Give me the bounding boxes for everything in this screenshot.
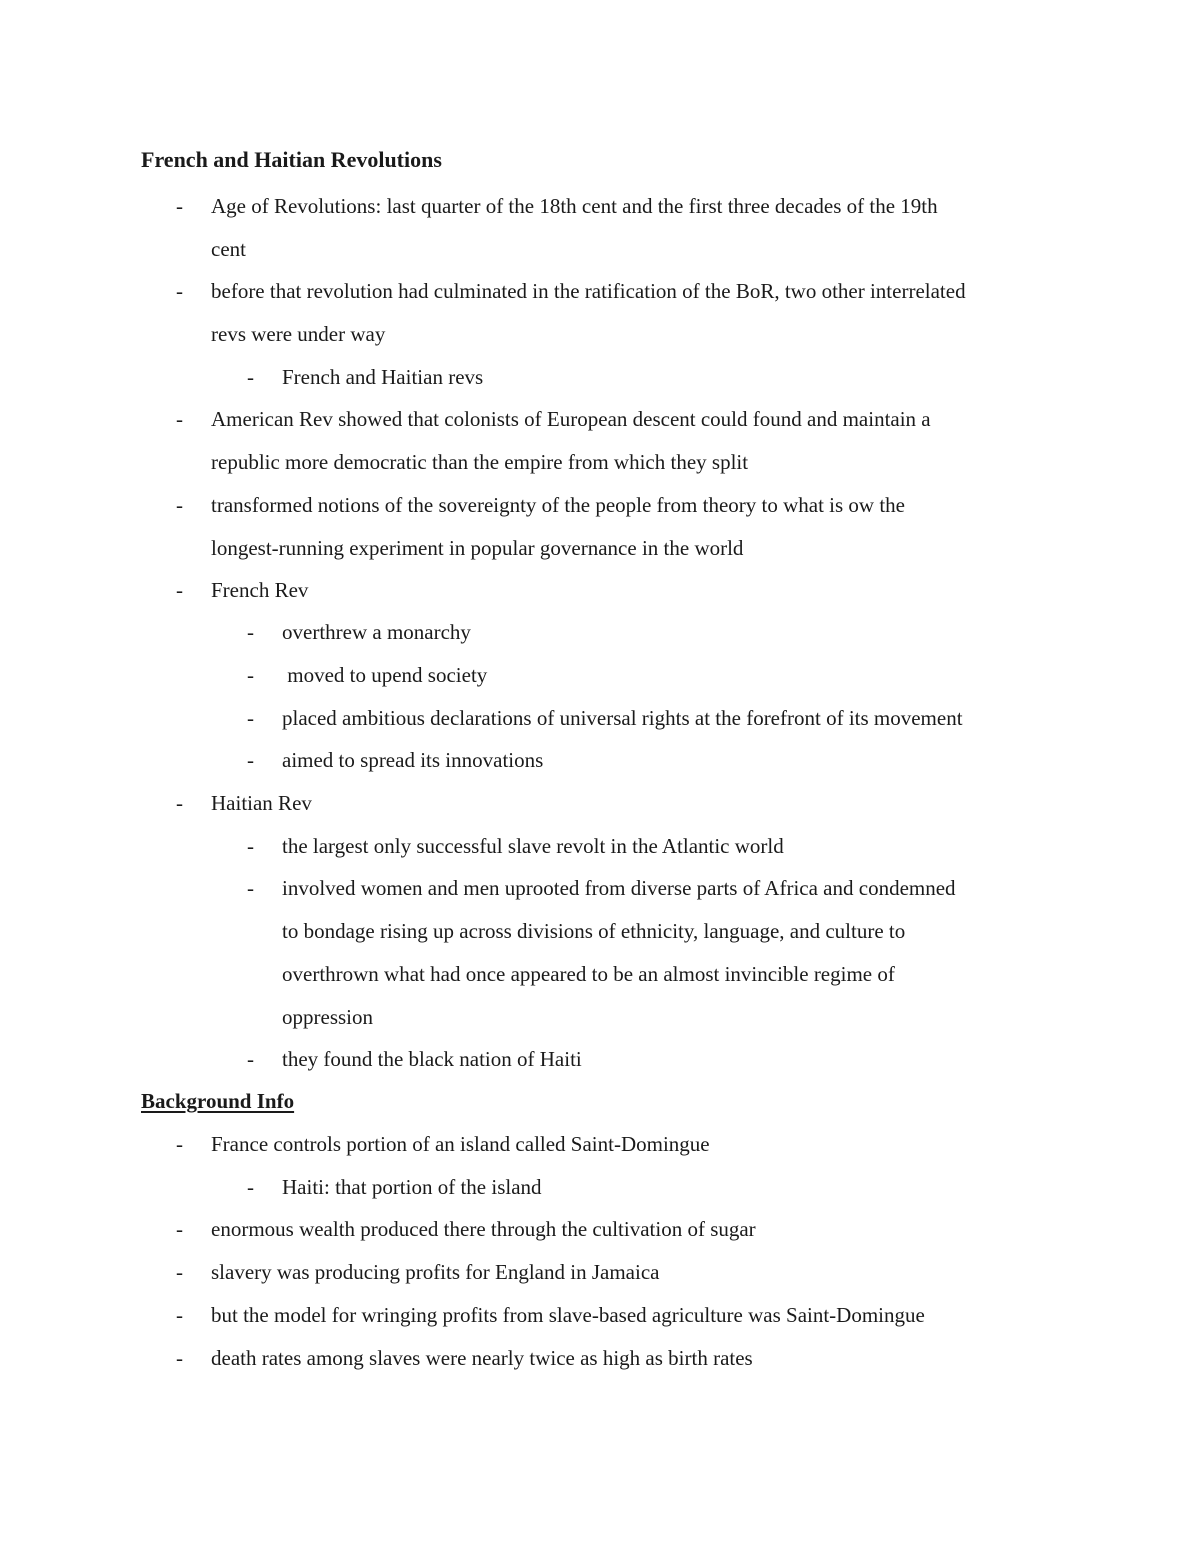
bullet-line: slavery was producing profits for England in Jamaica <box>211 1260 660 1284</box>
bullet-dash: - <box>176 1260 183 1284</box>
bullet-french-rev <box>176 569 308 612</box>
bullet-france-controls <box>176 1123 710 1166</box>
bullet-line: French Rev <box>211 578 309 602</box>
bullet-dash: - <box>176 1132 183 1156</box>
bullet-dash: - <box>176 194 183 218</box>
bullet-model-saint-domingue <box>176 1294 925 1337</box>
bullet-line: before that revolution had culminated in the ratification of the BoR, two other interrelated <box>211 279 966 303</box>
bullet-line: but the model for wringing profits from slave-based agriculture was Saint-Domingue <box>211 1303 925 1327</box>
sub-bullet-uprooted-women-men <box>247 867 956 1039</box>
bullet-dash: - <box>247 620 254 644</box>
bullet-dash: - <box>176 1303 183 1327</box>
bullet-dash: - <box>247 876 254 900</box>
bullet-slavery-jamaica <box>176 1251 659 1294</box>
bullet-line: involved women and men uprooted from diverse parts of Africa and condemned <box>282 876 956 900</box>
bullet-dash: - <box>176 407 183 431</box>
page-title: French and Haitian Revolutions <box>141 147 442 172</box>
bullet-line: revs were under way <box>211 322 386 346</box>
bullet-line: placed ambitious declarations of universal rights at the forefront of its movement <box>282 706 963 730</box>
sub-bullet-french-haitian-revs <box>247 356 483 399</box>
sub-bullet-spread-innovations <box>247 739 543 782</box>
bullet-haitian-rev <box>176 782 312 825</box>
bullet-line: death rates among slaves were nearly twice as high as birth rates <box>211 1346 753 1370</box>
bullet-line: moved to upend society <box>282 663 488 687</box>
bullet-before-revolution <box>176 270 966 356</box>
sub-bullet-slave-revolt <box>247 825 784 868</box>
bullet-line: longest-running experiment in popular governance in the world <box>211 536 744 560</box>
sub-bullet-black-nation <box>247 1038 582 1081</box>
bullet-line: the largest only successful slave revolt in the Atlantic world <box>282 834 784 858</box>
sub-bullet-overthrew-monarchy <box>247 611 471 654</box>
bullet-dash: - <box>176 1346 183 1370</box>
bullet-line: transformed notions of the sovereignty of the people from theory to what is ow the <box>211 493 906 517</box>
bullet-line: overthrew a monarchy <box>282 620 471 644</box>
sub-bullet-haiti-portion <box>247 1166 542 1209</box>
section-heading-background-info: Background Info <box>141 1089 295 1113</box>
bullet-line: cent <box>211 237 246 261</box>
bullet-enormous-wealth <box>176 1208 756 1251</box>
bullet-age-of-revolutions <box>176 185 938 271</box>
bullet-line: American Rev showed that colonists of European descent could found and maintain a <box>211 407 931 431</box>
bullet-death-rates <box>176 1337 753 1380</box>
bullet-dash: - <box>176 1217 183 1241</box>
bullet-line: France controls portion of an island called Saint-Domingue <box>211 1132 710 1156</box>
bullet-line: Age of Revolutions: last quarter of the 18th cent and the first three decades of the 19th <box>211 194 938 218</box>
bullet-dash: - <box>176 791 183 815</box>
bullet-dash: - <box>247 663 254 687</box>
bullet-line: aimed to spread its innovations <box>282 748 544 772</box>
sub-bullet-upend-society <box>247 654 487 697</box>
bullet-dash: - <box>176 578 183 602</box>
bullet-dash: - <box>247 365 254 389</box>
sub-bullet-universal-rights <box>247 697 963 740</box>
bullet-line: overthrown what had once appeared to be an almost invincible regime of <box>282 962 895 986</box>
bullet-sovereignty <box>176 484 905 570</box>
bullet-line: they found the black nation of Haiti <box>282 1047 582 1071</box>
bullet-line: enormous wealth produced there through the cultivation of sugar <box>211 1217 756 1241</box>
bullet-dash: - <box>247 834 254 858</box>
bullet-line: to bondage rising up across divisions of ethnicity, language, and culture to <box>282 919 906 943</box>
bullet-american-rev <box>176 398 931 484</box>
bullet-line: French and Haitian revs <box>282 365 484 389</box>
bullet-dash: - <box>176 279 183 303</box>
bullet-line: Haiti: that portion of the island <box>282 1175 542 1199</box>
bullet-dash: - <box>247 706 254 730</box>
bullet-line: Haitian Rev <box>211 791 312 815</box>
bullet-dash: - <box>247 1047 254 1071</box>
bullet-dash: - <box>176 493 183 517</box>
bullet-dash: - <box>247 1175 254 1199</box>
bullet-line: oppression <box>282 1005 373 1029</box>
bullet-line: republic more democratic than the empire from which they split <box>211 450 749 474</box>
bullet-dash: - <box>247 748 254 772</box>
